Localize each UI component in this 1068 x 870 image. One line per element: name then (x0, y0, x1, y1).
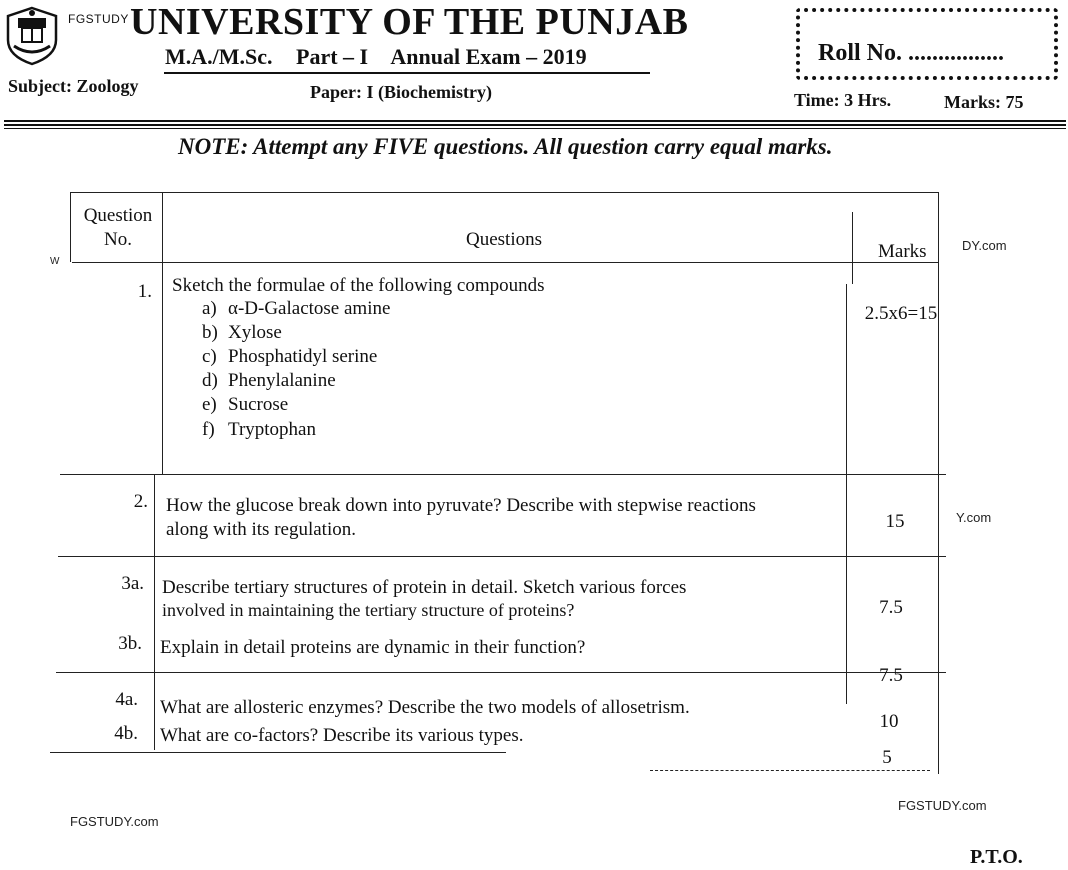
q4b-number: 4b. (114, 723, 138, 744)
q1-marks: 2.5x6=15 (864, 303, 938, 324)
watermark-side-2: Y.com (956, 510, 992, 525)
watermark-bottom-right: FGSTUDY.com (898, 798, 987, 813)
col-divider-1b (154, 474, 155, 750)
q3b-text: Explain in detail proteins are dynamic in their function? (160, 637, 586, 658)
header-row-bottom (72, 262, 938, 263)
header-rule-3 (4, 128, 1066, 129)
col-header-qno: Question No. (83, 205, 153, 250)
col-header-questions: Questions (466, 229, 542, 250)
header-rule-2 (4, 124, 1066, 126)
instructions-note: NOTE: Attempt any FIVE questions. All question carry equal marks. (178, 134, 833, 159)
q2-line2: along with its regulation. (166, 519, 356, 540)
header-rule-1 (4, 120, 1066, 122)
q1-item-e: e) Sucrose (202, 394, 289, 415)
university-logo (4, 6, 60, 66)
watermark-bottom-left: FGSTUDY.com (70, 814, 159, 829)
q4a-marks: 10 (879, 711, 899, 732)
q3a-line2: involved in maintaining the tertiary structure of proteins? (162, 600, 575, 620)
table-right-border (938, 192, 939, 774)
q2-line1: How the glucose break down into pyruvate? Describe with stepwise reactions (166, 495, 756, 516)
university-title: UNIVERSITY OF THE PUNJAB (130, 1, 689, 43)
row-1-bottom (60, 474, 946, 475)
table-left-border (70, 192, 71, 262)
col-divider-2 (852, 212, 853, 284)
degree: M.A./M.Sc. (165, 44, 273, 69)
q4a-number: 4a. (115, 689, 138, 710)
q1-item-a: a) α-D-Galactose amine (202, 298, 391, 319)
q3b-marks: 7.5 (879, 665, 903, 686)
row-4-bottom-partial (650, 770, 930, 771)
q1-item-f: f) Tryptophan (202, 419, 316, 440)
q1-number: 1. (137, 281, 152, 302)
row-2-bottom (58, 556, 946, 557)
page-turn-over: P.T.O. (970, 846, 1023, 868)
col-divider-2b (846, 284, 847, 704)
exam-underline (164, 72, 650, 74)
q3a-number: 3a. (121, 573, 144, 594)
q4a-text: What are allosteric enzymes? Describe the two models of allosetrism. (160, 697, 690, 718)
q4b-marks: 5 (882, 747, 892, 768)
exam-line (165, 44, 605, 70)
roll-number-label: Roll No. ................ (818, 40, 1004, 66)
row-4-bottom (50, 752, 506, 753)
q2-number: 2. (133, 491, 148, 512)
col-header-marks: Marks (878, 241, 927, 262)
q1-item-d: d) Phenylalanine (202, 370, 336, 391)
watermark-side-1: DY.com (962, 238, 1007, 253)
q1-item-c: c) Phosphatidyl serine (202, 346, 378, 367)
paper: Paper: I (Biochemistry) (310, 82, 492, 102)
q1-item-b: b) Xylose (202, 322, 282, 343)
part: Part – I (296, 44, 369, 69)
exam-title: Annual Exam – 2019 (390, 44, 587, 69)
table-top-border (70, 192, 938, 193)
watermark-left-edge: W (50, 256, 60, 267)
university-crest-icon (4, 6, 60, 66)
subject: Subject: Zoology (8, 76, 139, 96)
q3a-marks: 7.5 (879, 597, 903, 618)
total-marks: Marks: 75 (944, 92, 1024, 112)
q3b-number: 3b. (118, 633, 142, 654)
col-divider-1 (162, 192, 163, 474)
row-3-bottom (56, 672, 946, 673)
time-allowed: Time: 3 Hrs. (794, 90, 892, 110)
q3a-line1: Describe tertiary structures of protein in detail. Sketch various forces (162, 577, 687, 598)
q2-marks: 15 (885, 511, 905, 532)
watermark-top: FGSTUDY (68, 12, 129, 26)
q4b-text: What are co-factors? Describe its various types. (160, 725, 524, 746)
q1-text: Sketch the formulae of the following compounds (172, 275, 545, 296)
